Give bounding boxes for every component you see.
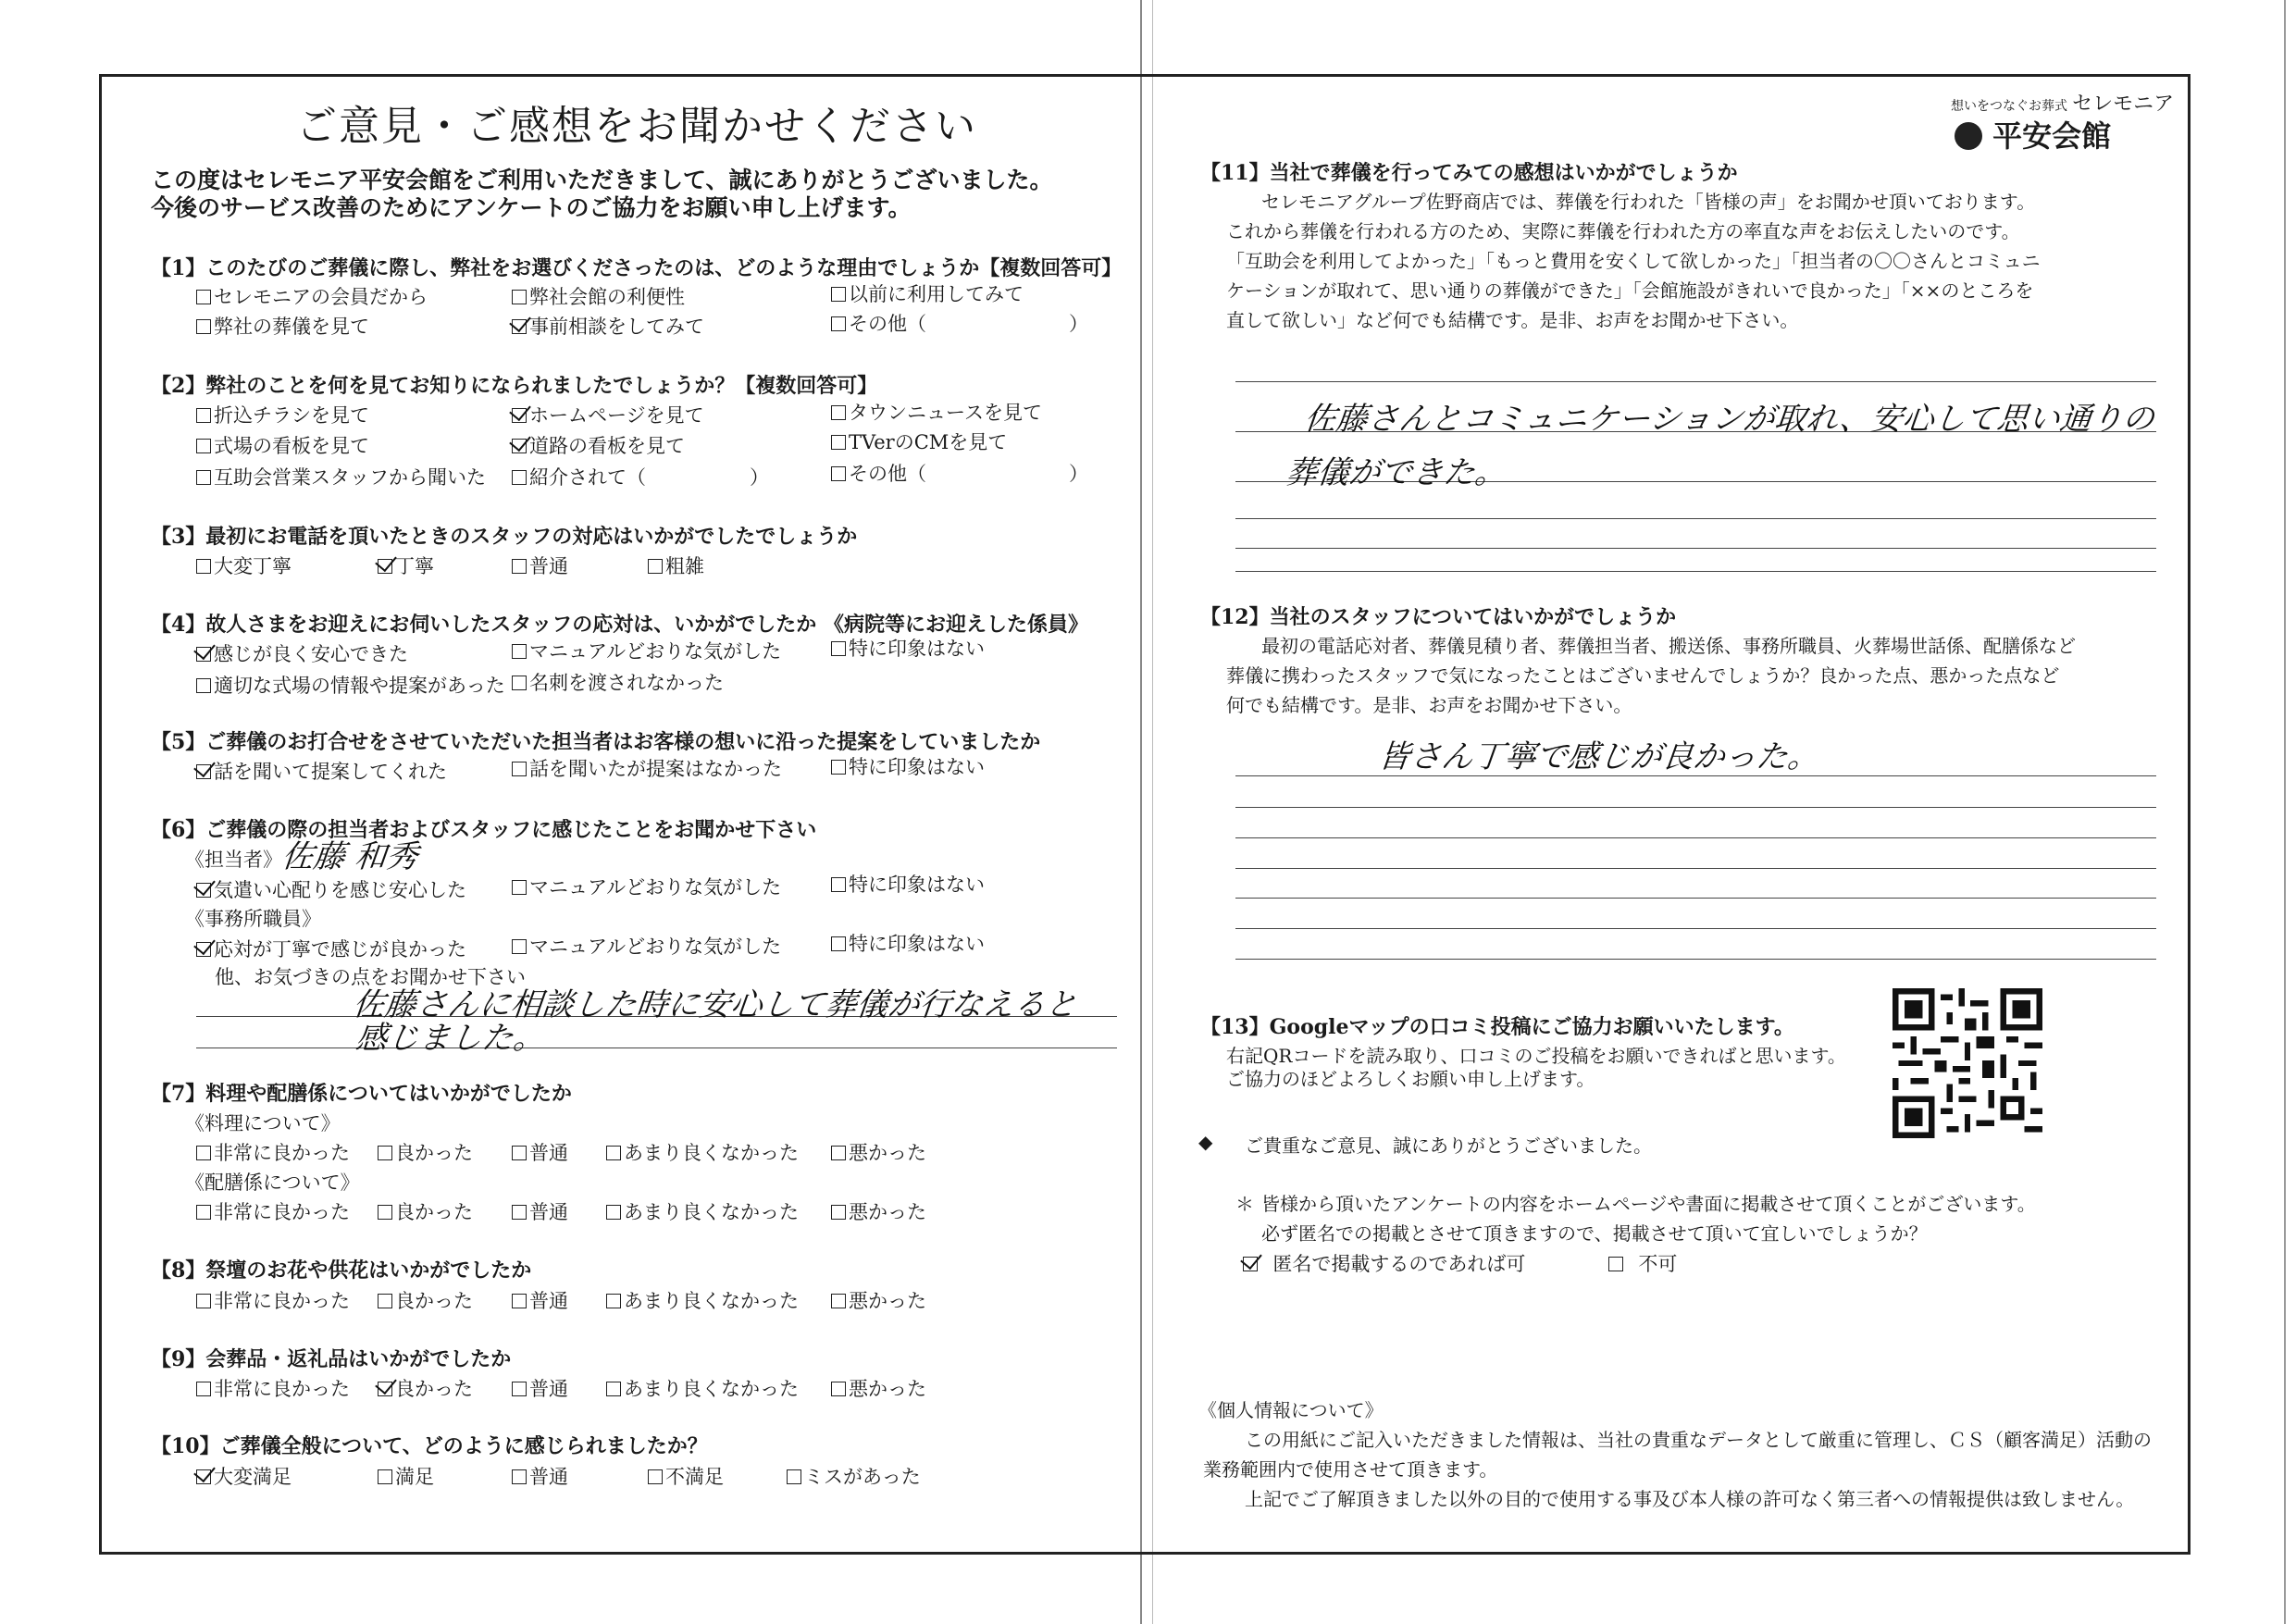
- q11-body-1: セレモニアグループ佐野商店では、葬儀を行われた「皆様の声」をお聞かせ頂いております。: [1261, 191, 2036, 213]
- q1-opt-6-close: ）: [1069, 313, 1088, 335]
- q5-opt-2[interactable]: 話を聞いたが提案はなかった: [512, 754, 782, 782]
- q8-opt-2[interactable]: 良かった: [378, 1286, 473, 1314]
- q8-label: 【8】祭壇のお花や供花はいかがでしたか: [151, 1258, 532, 1283]
- checkbox[interactable]: [196, 470, 211, 485]
- q1-opt-1[interactable]: セレモニアの会員だから: [196, 282, 428, 310]
- checkbox[interactable]: [831, 435, 846, 450]
- q6-opt-a2[interactable]: マニュアルどおりな気がした: [512, 873, 781, 900]
- checkbox[interactable]: [606, 1205, 621, 1220]
- q13-label: 【13】Googleマップの口コミ投稿にご協力お願いいたします。: [1200, 1015, 1794, 1039]
- qr-code-icon[interactable]: [1884, 988, 2051, 1138]
- q4-label: 【4】故人さまをお迎えにお伺いしたスタッフの応対は、いかがでしたか 《病院等にお迎えした係員》: [151, 613, 1088, 637]
- q6-opt-a3[interactable]: 特に印象はない: [831, 870, 985, 898]
- q9-opt-3[interactable]: 普通: [512, 1374, 568, 1402]
- q8-opt-1[interactable]: 非常に良かった: [196, 1286, 350, 1314]
- q12-rule-2: [1235, 807, 2156, 808]
- checkbox[interactable]: [512, 290, 527, 304]
- privacy-body-3: 上記でご了解頂きました以外の目的で使用する事及び本人様の許可なく第三者への情報提供は致しません。: [1245, 1488, 2135, 1510]
- q12-rule-5: [1235, 898, 2156, 899]
- checkbox[interactable]: [512, 1146, 527, 1160]
- checkbox[interactable]: [606, 1146, 621, 1160]
- checkbox[interactable]: [512, 559, 527, 574]
- q3-opt-2[interactable]: 丁寧: [378, 552, 434, 579]
- intro-line-2: 今後のサービス改善のためにアンケートのご協力をお願い申し上げます。: [151, 194, 912, 221]
- q11-rule-4: [1235, 518, 2156, 519]
- checkbox-checked[interactable]: [196, 1469, 211, 1484]
- checkbox[interactable]: [196, 559, 211, 574]
- q11-comment-1: 佐藤さんとコミュニケーションが取れ、安心して思い通りの: [1302, 401, 2156, 438]
- checkbox[interactable]: [787, 1469, 801, 1484]
- checkbox-checked[interactable]: [512, 408, 527, 423]
- q2-opt-3[interactable]: タウンニュースを見て: [831, 398, 1042, 426]
- brand-mark-icon: [1955, 122, 1982, 150]
- q12-rule-3: [1235, 837, 2156, 838]
- q6-comment-2: 感じました。: [354, 1020, 547, 1057]
- checkbox[interactable]: [648, 1469, 663, 1484]
- q4-opt-5[interactable]: 名刺を渡されなかった: [512, 668, 724, 696]
- q9-opt-2[interactable]: 良かった: [378, 1374, 473, 1402]
- checkbox[interactable]: [831, 287, 846, 302]
- q1-label: 【1】このたびのご葬儀に際し、弊社をお選びくださったのは、どのような理由でしょうか【複数回答可】: [151, 256, 1123, 280]
- q9-opt-5[interactable]: 悪かった: [831, 1374, 926, 1402]
- q12-rule-4: [1235, 868, 2156, 869]
- checkbox[interactable]: [831, 877, 846, 892]
- q12-label: 【12】当社のスタッフについてはいかがでしょうか: [1200, 605, 1677, 629]
- checkbox[interactable]: [512, 1469, 527, 1484]
- q1-opt-2[interactable]: 弊社会館の利便性: [512, 282, 685, 310]
- q11-rule-5: [1235, 548, 2156, 549]
- checkbox[interactable]: [196, 678, 211, 693]
- checkbox[interactable]: [831, 1382, 846, 1396]
- q2-opt-9[interactable]: その他（: [831, 459, 926, 487]
- checkbox[interactable]: [831, 641, 846, 656]
- q12-comment-1: 皆さん丁寧で感じが良かった。: [1376, 738, 1821, 775]
- checkbox-checked[interactable]: [196, 647, 211, 662]
- q7a-opt-3[interactable]: 普通: [512, 1138, 568, 1166]
- checkbox[interactable]: [196, 1294, 211, 1308]
- q11-rule-6: [1235, 571, 2156, 572]
- checkbox[interactable]: [606, 1382, 621, 1396]
- q6-tanto-name: 佐藤 和秀: [279, 838, 420, 875]
- q12-rule-6: [1235, 928, 2156, 929]
- q11-rule-1: [1235, 381, 2156, 382]
- checkbox-checked[interactable]: [378, 559, 392, 574]
- q12-body-3: 何でも結構です。是非、お声をお聞かせ下さい。: [1226, 694, 1632, 716]
- q7b-opt-1[interactable]: 非常に良かった: [196, 1197, 350, 1225]
- brand-tagline: 想いをつなぐお葬式: [1951, 99, 2067, 114]
- q10-opt-5[interactable]: ミスがあった: [787, 1462, 921, 1490]
- brand-main: 平安会館: [1992, 118, 2112, 154]
- checkbox[interactable]: [831, 316, 846, 331]
- q2-label: 【2】弊社のことを何を見てお知りになられましたでしょうか？【複数回答可】: [151, 374, 878, 398]
- checkbox[interactable]: [512, 762, 527, 776]
- q13-body-2: ご協力のほどよろしくお願い申し上げます。: [1226, 1068, 1595, 1090]
- checkbox-checked[interactable]: [196, 764, 211, 779]
- publish-line-2: 必ず匿名での掲載とさせて頂きますので、掲載させて頂いて宜しいでしょうか？: [1261, 1222, 1928, 1245]
- q4-opt-1[interactable]: 感じが良く安心できた: [196, 639, 408, 667]
- q12-body-1: 最初の電話応対者、葬儀見積り者、葬儀担当者、搬送係、事務所職員、火葬場世話係、配膳係など: [1261, 635, 2076, 657]
- q6-opt-b1[interactable]: 応対が丁寧で感じが良かった: [196, 935, 466, 962]
- checkbox-checked[interactable]: [512, 439, 527, 453]
- q7b-opt-5[interactable]: 悪かった: [831, 1197, 926, 1225]
- checkbox-checked[interactable]: [512, 319, 527, 334]
- q5-opt-1[interactable]: 話を聞いて提案してくれた: [196, 757, 447, 785]
- q8-opt-5[interactable]: 悪かった: [831, 1286, 926, 1314]
- checkbox[interactable]: [831, 1205, 846, 1220]
- q9-label: 【9】会葬品・返礼品はいかがでしたか: [151, 1347, 512, 1371]
- q11-body-4: ケーションが取れて、思い通りの葬儀ができた」「会館施設がきれいで良かった」「××のところを: [1226, 279, 2034, 302]
- q8-opt-3[interactable]: 普通: [512, 1286, 568, 1314]
- q1-opt-3[interactable]: 以前に利用してみて: [831, 279, 1024, 307]
- q11-label: 【11】当社で葬儀を行ってみての感想はいかがでしょうか: [1200, 161, 1738, 185]
- checkbox[interactable]: [831, 760, 846, 775]
- checkbox-checked[interactable]: [196, 942, 211, 957]
- publish-opt-yes[interactable]: 匿名で掲載するのであれば可: [1243, 1249, 1525, 1277]
- q6-comment-1: 佐藤さんに相談した時に安心して葬儀が行なえると: [351, 986, 1079, 1023]
- q13-body-1: 右記QRコードを読み取り、口コミのご投稿をお願いできればと思います。: [1226, 1045, 1846, 1067]
- q7a-opt-4[interactable]: あまり良くなかった: [606, 1138, 799, 1166]
- q7b-opt-3[interactable]: 普通: [512, 1197, 568, 1225]
- q7-label: 【7】料理や配膳係についてはいかがでしたか: [151, 1082, 572, 1106]
- q6-opt-a1[interactable]: 気遣い心配りを感じ安心した: [196, 875, 466, 903]
- q1-opt-4[interactable]: 弊社の葬儀を見て: [196, 312, 369, 340]
- brand-main-row: [1955, 113, 2111, 155]
- q6-tanto-label: 《担当者》: [185, 849, 282, 871]
- q12-rule-7: [1235, 959, 2156, 960]
- q2-opt-6[interactable]: TVerのCMを見て: [831, 428, 1007, 455]
- q9-opt-4[interactable]: あまり良くなかった: [606, 1374, 799, 1402]
- q3-opt-1[interactable]: 大変丁寧: [196, 552, 292, 579]
- q6-opt-b2[interactable]: マニュアルどおりな気がした: [512, 932, 781, 960]
- q10-opt-4[interactable]: 不満足: [648, 1462, 724, 1490]
- q7a-opt-5[interactable]: 悪かった: [831, 1138, 926, 1166]
- checkbox[interactable]: [512, 1294, 527, 1308]
- checkbox[interactable]: [512, 880, 527, 895]
- checkbox[interactable]: [512, 1205, 527, 1220]
- q5-label: 【5】ご葬儀のお打合せをさせていただいた担当者はお客様の想いに沿った提案をしていましたか: [151, 730, 1041, 754]
- privacy-body-1: この用紙にご記入いただきました情報は、当社の貴重なデータとして厳重に管理し、ＣＳ（顧客満足）活動の: [1245, 1429, 2152, 1451]
- checkbox[interactable]: [831, 1294, 846, 1308]
- q2-opt-7[interactable]: 互助会営業スタッフから聞いた: [196, 463, 486, 490]
- publish-star: ＊: [1235, 1193, 1254, 1215]
- brand-name: セレモニア: [2072, 93, 2175, 116]
- q4-opt-2[interactable]: マニュアルどおりな気がした: [512, 637, 781, 664]
- q7b-opt-4[interactable]: あまり良くなかった: [606, 1197, 799, 1225]
- checkbox-checked[interactable]: [378, 1382, 392, 1396]
- checkbox[interactable]: [831, 1146, 846, 1160]
- q5-opt-3[interactable]: 特に印象はない: [831, 752, 985, 780]
- q7b-opt-2[interactable]: 良かった: [378, 1197, 473, 1225]
- checkbox[interactable]: [831, 466, 846, 481]
- checkbox[interactable]: [196, 1382, 211, 1396]
- checkbox[interactable]: [512, 1382, 527, 1396]
- checkbox-checked[interactable]: [196, 883, 211, 898]
- q7a-opt-2[interactable]: 良かった: [378, 1138, 473, 1166]
- q2-opt-4[interactable]: 式場の看板を見て: [196, 431, 369, 459]
- checkbox[interactable]: [512, 470, 527, 485]
- checkbox[interactable]: [196, 1205, 211, 1220]
- q6-jimu-label: 《事務所職員》: [185, 908, 321, 930]
- checkbox[interactable]: [378, 1205, 392, 1220]
- q2-opt-2[interactable]: ホームページを見て: [512, 401, 704, 428]
- checkbox[interactable]: [378, 1146, 392, 1160]
- q10-opt-2[interactable]: 満足: [378, 1462, 434, 1490]
- checkbox[interactable]: [512, 644, 527, 659]
- checkbox[interactable]: [648, 559, 663, 574]
- page-edge: [2284, 0, 2286, 1624]
- q11-body-3: 「互助会を利用してよかった」「もっと費用を安くして欲しかった」「担当者の〇〇さんとコミュニ: [1226, 250, 2041, 272]
- q2-opt-8[interactable]: 紹介されて（: [512, 463, 646, 490]
- q10-opt-1[interactable]: 大変満足: [196, 1462, 292, 1490]
- q2-opt-9-close: ）: [1069, 463, 1088, 485]
- q1-opt-6[interactable]: その他（: [831, 309, 926, 337]
- intro-line-1: この度はセレモニア平安会館をご利用いただきまして、誠にありがとうございました。: [151, 167, 1053, 193]
- checkbox[interactable]: [1608, 1257, 1623, 1271]
- q9-opt-1[interactable]: 非常に良かった: [196, 1374, 350, 1402]
- q1-opt-5[interactable]: 事前相談をしてみて: [512, 312, 704, 340]
- q3-opt-3[interactable]: 普通: [512, 552, 568, 579]
- q3-label: 【3】最初にお電話を頂いたときのスタッフの対応はいかがでしたでしょうか: [151, 525, 858, 549]
- q6-opt-b3[interactable]: 特に印象はない: [831, 929, 985, 957]
- q7a-opt-1[interactable]: 非常に良かった: [196, 1138, 350, 1166]
- privacy-body-2: 業務範囲内で使用させて頂きます。: [1203, 1458, 1498, 1481]
- q6-label: 【6】ご葬儀の際の担当者およびスタッフに感じたことをお聞かせ下さい: [151, 818, 817, 842]
- checkbox[interactable]: [378, 1469, 392, 1484]
- checkbox[interactable]: [196, 439, 211, 453]
- thanks-text: ご貴重なご意見、誠にありがとうございました。: [1245, 1134, 1652, 1157]
- publish-opt-no[interactable]: 不可: [1608, 1249, 1677, 1277]
- publish-line-1: 皆様から頂いたアンケートの内容をホームページや書面に掲載させて頂くことがございます。: [1261, 1193, 2036, 1215]
- q11-body-2: これから葬儀を行われる方のため、実際に葬儀を行われた方の率直な声をお伝えしたいのです。: [1226, 220, 2020, 242]
- q3-opt-4[interactable]: 粗雑: [648, 552, 704, 579]
- q12-body-2: 葬儀に携わったスタッフで気になったことはございませんでしょうか？良かった点、悪かった点など: [1226, 664, 2060, 687]
- q11-body-5: 直して欲しい」など何でも結構です。是非、お声をお聞かせ下さい。: [1226, 309, 1799, 331]
- checkbox[interactable]: [512, 676, 527, 690]
- q6-other-label: 他、お気づきの点をお聞かせ下さい: [215, 966, 526, 988]
- checkbox[interactable]: [196, 319, 211, 334]
- checkbox[interactable]: [831, 936, 846, 951]
- q11-comment-2: 葬儀ができた。: [1284, 454, 1508, 491]
- q10-label: 【10】ご葬儀全般について、どのように感じられましたか？: [151, 1434, 708, 1458]
- privacy-title: 《個人情報について》: [1198, 1399, 1384, 1421]
- checkbox[interactable]: [196, 1146, 211, 1160]
- q4-opt-3[interactable]: 特に印象はない: [831, 634, 985, 662]
- q8-opt-4[interactable]: あまり良くなかった: [606, 1286, 799, 1314]
- q2-opt-1[interactable]: 折込チラシを見て: [196, 401, 369, 428]
- thanks-bullet: ◆: [1198, 1131, 1213, 1153]
- checkbox[interactable]: [196, 290, 211, 304]
- q7-sub2: 《配膳係について》: [185, 1172, 360, 1194]
- q10-opt-3[interactable]: 普通: [512, 1462, 568, 1490]
- checkbox-checked[interactable]: [1243, 1257, 1258, 1271]
- q2-opt-8-close: ）: [750, 466, 769, 489]
- q4-opt-4[interactable]: 適切な式場の情報や提案があった: [196, 671, 505, 699]
- checkbox[interactable]: [512, 939, 527, 954]
- checkbox[interactable]: [378, 1294, 392, 1308]
- checkbox[interactable]: [196, 408, 211, 423]
- q7-sub1: 《料理について》: [185, 1112, 341, 1134]
- q2-opt-5[interactable]: 道路の看板を見て: [512, 431, 685, 459]
- page-title: ご意見・ご感想をお聞かせください: [296, 103, 977, 150]
- checkbox[interactable]: [606, 1294, 621, 1308]
- checkbox[interactable]: [831, 405, 846, 420]
